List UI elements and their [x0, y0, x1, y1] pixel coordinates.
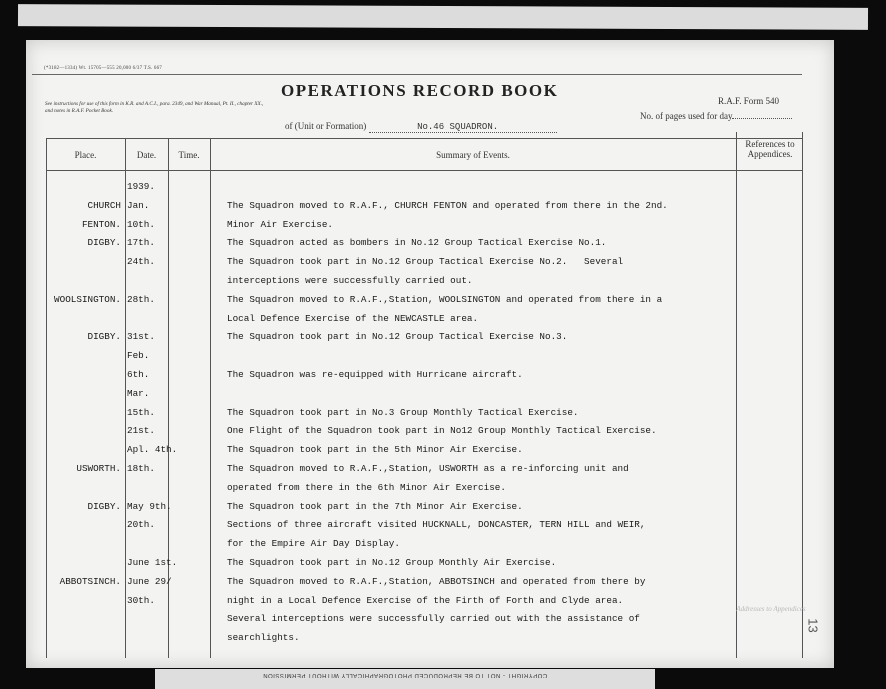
- top-paper-strip: [18, 4, 868, 30]
- row-summary: for the Empire Air Day Display.: [227, 538, 400, 550]
- row-summary: The Squadron moved to R.A.F.,Station, WOOLSINGTON and operated from there in a: [227, 293, 663, 305]
- form-number: R.A.F. Form 540: [718, 96, 780, 106]
- row-date: 20th.: [127, 519, 155, 531]
- row-summary: The Squadron took part in the 5th Minor Air Exercise.: [227, 444, 523, 456]
- form-instructions: See instructions for use of this form in K.R. and A.C.I., para. 2349, and War Manual, Pt. II., chapter XX., and notes in R.A.F. Pocket Book.: [45, 101, 264, 114]
- row-date: Jan.: [127, 199, 150, 211]
- row-place: WOOLSINGTON.: [54, 293, 121, 305]
- col-header-date: Date.: [136, 150, 157, 160]
- row-date: 6th.: [127, 369, 150, 380]
- col-header-summary: Summary of Events.: [436, 150, 510, 160]
- row-summary: The Squadron was re-equipped with Hurricane aircraft.: [227, 369, 523, 380]
- row-place: USWORTH.: [76, 463, 121, 474]
- row-summary: The Squadron took part in No.3 Group Monthly Tactical Exercise.: [227, 406, 579, 418]
- unit-value: No.46 SQUADRON.: [369, 122, 557, 133]
- col-rule-date: [125, 138, 126, 658]
- row-date: 17th.: [127, 237, 155, 249]
- unit-line: [285, 121, 557, 133]
- page-title: OPERATIONS RECORD BOOK: [281, 81, 559, 100]
- row-summary: The Squadron took part in No.12 Group Tactical Exercise No.3.: [227, 331, 568, 343]
- row-summary: searchlights.: [227, 632, 300, 644]
- row-date: 10th.: [127, 218, 155, 230]
- table-left-rule: [46, 138, 47, 658]
- row-date: 18th.: [127, 463, 155, 474]
- unit-label: of (Unit or Formation): [285, 121, 367, 131]
- row-summary: The Squadron took part in No.12 Group Tactical Exercise No.2. Several: [227, 256, 624, 268]
- row-date: Feb.: [127, 350, 150, 362]
- row-summary: The Squadron acted as bombers in No.12 Group Tactical Exercise No.1.: [227, 237, 607, 249]
- row-date: 30th.: [127, 594, 155, 606]
- col-header-references: References to Appendices.: [745, 139, 795, 159]
- print-code: (*3182—1334) Wt. 15705—555 20,000 6/37 T.S. 667: [44, 66, 163, 71]
- copyright-notice: COPYRIGHT - NOT TO BE REPRODUCED PHOTOGRAPHICALLY WITHOUT PERMISSION: [262, 672, 548, 678]
- row-summary: One Flight of the Squadron took part in No12 Group Monthly Tactical Exercise.: [227, 425, 657, 437]
- row-summary: night in a Local Defence Exercise of the Firth of Forth and Clyde area.: [227, 594, 624, 606]
- page-number-stamp: 13: [805, 618, 821, 633]
- row-date: 21st.: [127, 425, 155, 437]
- row-place: CHURCH: [87, 199, 121, 211]
- faded-stamp: Addresses to Appendices: [736, 605, 806, 613]
- row-date: 31st.: [127, 331, 155, 343]
- col-header-place: Place.: [74, 150, 97, 160]
- pages-used: [640, 111, 792, 121]
- row-date: 1939.: [127, 181, 155, 192]
- row-summary: The Squadron took part in the 7th Minor Air Exercise.: [227, 500, 523, 512]
- row-summary: The Squadron moved to R.A.F.,Station, USWORTH as a re-inforcing unit and: [227, 463, 629, 474]
- row-summary: The Squadron moved to R.A.F., CHURCH FENTON and operated from there in the 2nd.: [227, 199, 668, 211]
- row-place: DIGBY.: [87, 500, 121, 512]
- table-header-rule: [46, 170, 802, 171]
- row-date: 24th.: [127, 256, 155, 268]
- row-date: Mar.: [127, 387, 150, 399]
- header-rule: [32, 74, 802, 75]
- row-summary: Minor Air Exercise.: [227, 218, 334, 230]
- row-place: DIGBY.: [87, 331, 121, 343]
- col-rule-references: [736, 132, 737, 658]
- row-summary: The Squadron moved to R.A.F.,Station, ABBOTSINCH and operated from there by: [227, 575, 646, 587]
- row-summary: Sections of three aircraft visited HUCKNALL, DONCASTER, TERN HILL and WEIR,: [227, 519, 646, 531]
- row-summary: operated from there in the 6th Minor Air Exercise.: [227, 481, 506, 493]
- row-summary: Several interceptions were successfully carried out with the assistance of: [227, 613, 640, 625]
- row-place: DIGBY.: [87, 237, 121, 249]
- row-date: 15th.: [127, 406, 155, 418]
- pages-label: No. of pages used for day: [640, 111, 733, 121]
- table-right-rule: [802, 132, 803, 658]
- col-header-time: Time.: [178, 150, 200, 160]
- row-summary: Local Defence Exercise of the NEWCASTLE area.: [227, 312, 479, 324]
- row-date: May 9th.: [127, 500, 172, 512]
- row-place: ABBOTSINCH.: [59, 575, 121, 587]
- col-rule-summary: [210, 138, 211, 658]
- row-date: Apl. 4th.: [127, 444, 178, 456]
- row-date: June 29/: [127, 575, 172, 587]
- row-summary: interceptions were successfully carried out.: [227, 275, 473, 286]
- row-place: FENTON.: [81, 218, 121, 230]
- row-date: June 1st.: [127, 557, 178, 568]
- row-summary: The Squadron took part in No.12 Group Monthly Air Exercise.: [227, 557, 557, 568]
- table-top-rule: [46, 138, 802, 139]
- row-date: 28th.: [127, 293, 155, 305]
